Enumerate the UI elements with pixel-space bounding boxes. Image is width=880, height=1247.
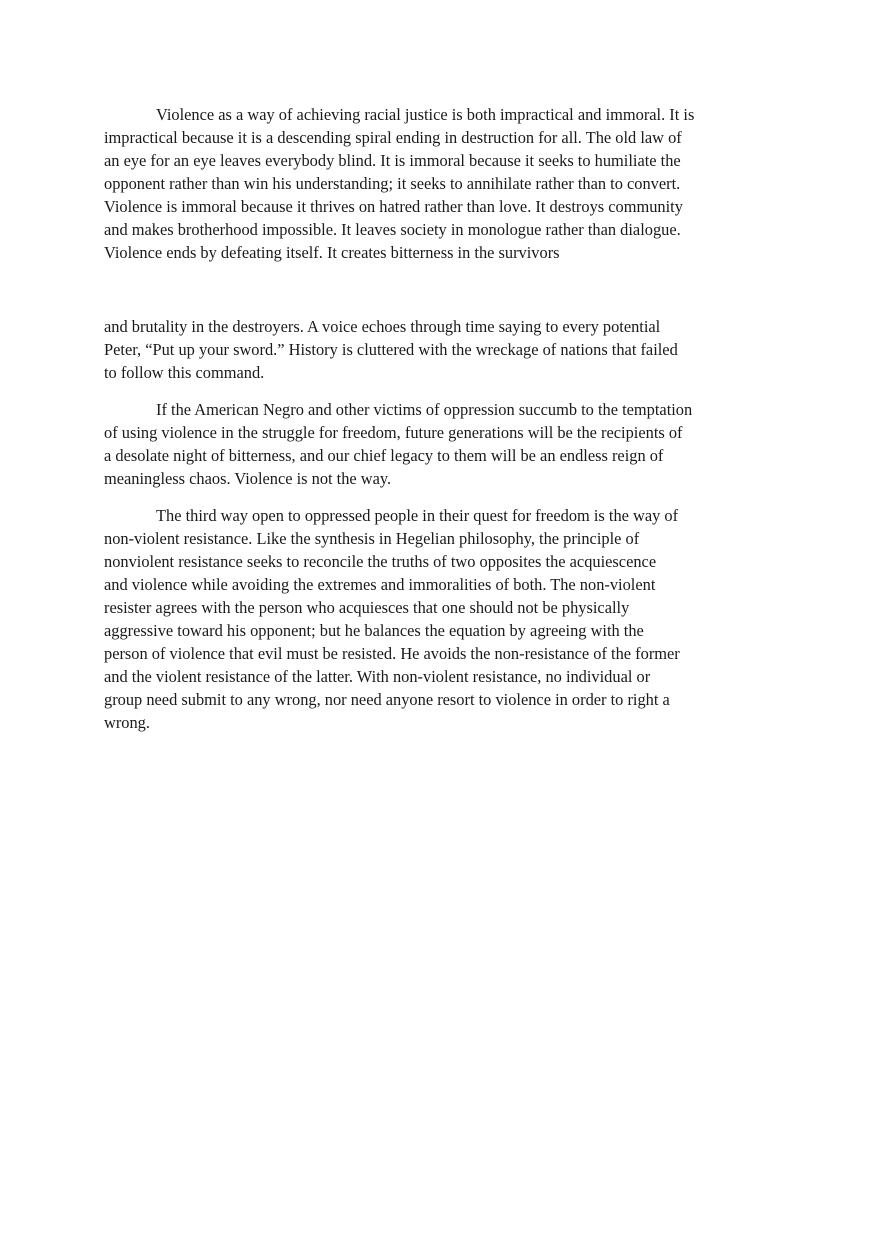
text-line: Violence ends by defeating itself. It creates bitterness in the survivors xyxy=(104,243,560,262)
text-line: nonviolent resistance seeks to reconcile the truths of two opposites the acquiescence xyxy=(104,552,657,571)
text-line: of using violence in the struggle for freedom, future generations will be the recipients of xyxy=(104,423,683,442)
text-line: Violence is immoral because it thrives on hatred rather than love. It destroys community xyxy=(104,197,683,216)
text-line: and makes brotherhood impossible. It leaves society in monologue rather than dialogue. xyxy=(104,220,681,239)
text-line: meaningless chaos. Violence is not the way. xyxy=(104,469,392,488)
text-line: impractical because it is a descending spiral ending in destruction for all. The old law of xyxy=(104,128,682,147)
text-line: If the American Negro and other victims of oppression succumb to the temptation xyxy=(156,400,693,419)
text-line: a desolate night of bitterness, and our chief legacy to them will be an endless reign of xyxy=(104,446,664,465)
text-line: wrong. xyxy=(104,713,150,732)
text-line: and the violent resistance of the latter. With non-violent resistance, no individual or xyxy=(104,667,651,686)
paragraph-american-negro xyxy=(104,398,729,490)
text-line: an eye for an eye leaves everybody blind. It is immoral because it seeks to humiliate the xyxy=(104,151,681,170)
text-line: Peter, “Put up your sword.” History is cluttered with the wreckage of nations that failed xyxy=(104,340,678,359)
paragraph-continuation-put-up-sword xyxy=(104,315,729,384)
text-line: opponent rather than win his understanding; it seeks to annihilate rather than to convert. xyxy=(104,174,681,193)
text-line: resister agrees with the person who acquiesces that one should not be physically xyxy=(104,598,630,617)
paragraph-non-violent-resistance xyxy=(104,504,729,734)
paragraph-violence-impractical xyxy=(104,103,729,264)
text-line: and brutality in the destroyers. A voice echoes through time saying to every potential xyxy=(104,317,661,336)
text-line: The third way open to oppressed people in their quest for freedom is the way of xyxy=(156,506,679,525)
text-line: non-violent resistance. Like the synthesis in Hegelian philosophy, the principle of xyxy=(104,529,640,548)
text-line: person of violence that evil must be resisted. He avoids the non-resistance of the former xyxy=(104,644,680,663)
text-line: to follow this command. xyxy=(104,363,265,382)
text-line: and violence while avoiding the extremes and immoralities of both. The non-violent xyxy=(104,575,656,594)
text-line: aggressive toward his opponent; but he balances the equation by agreeing with the xyxy=(104,621,644,640)
text-line: Violence as a way of achieving racial justice is both impractical and immoral. It is xyxy=(156,105,695,124)
text-line: group need submit to any wrong, nor need anyone resort to violence in order to right a xyxy=(104,690,670,709)
